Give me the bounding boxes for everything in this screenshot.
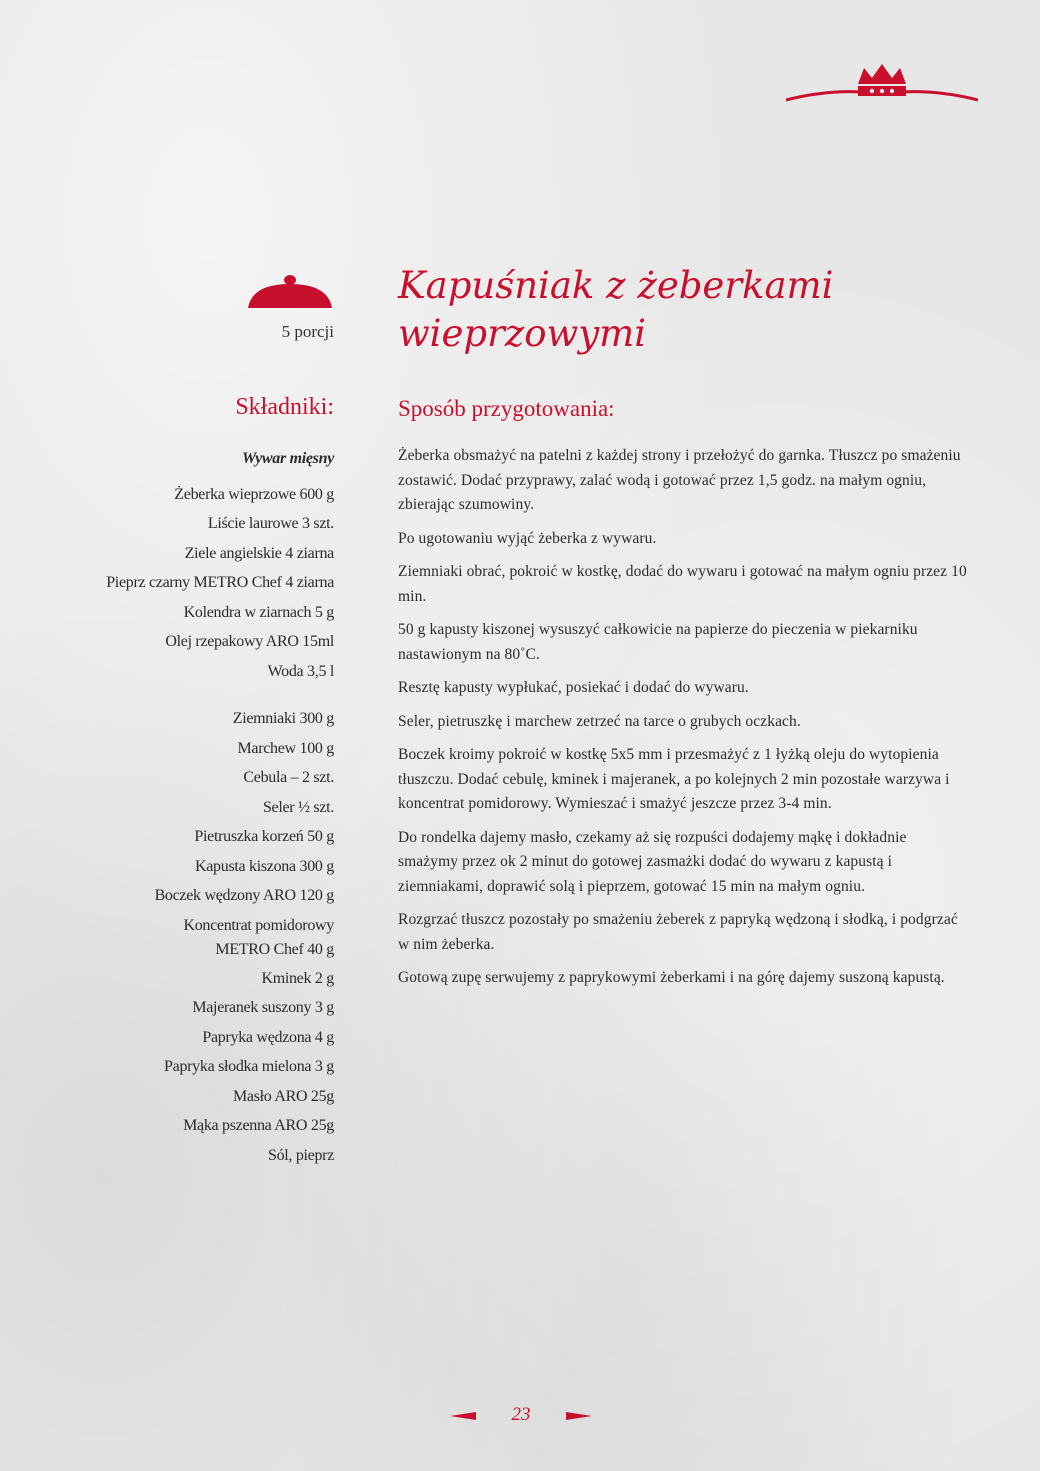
arrow-right-icon [566,1412,592,1420]
ingredient-item: Ziemniaki 300 g [232,710,334,727]
method-step: Do rondelka dajemy masło, czekamy aż się rozpuści dodajemy mąkę i dokładnie smażymy przez ok 2 minut do gotowej zasmażki dodać do wywaru z kapustą i ziemniakami, doprawić solą i pieprzem, gotować 15 min na małym ogniu. [398,828,907,895]
method-step: Żeberka obsmażyć na patelni z każdej strony i przełożyć do garnka. Tłuszcz po smażeniu zostawić. Dodać przyprawy, zalać wodą i gotować przez 1,5 godz. na małym ogniu, zbierając szumowiny. [398,447,961,513]
method-step: Resztę kapusty wypłukać, posiekać i dodać do wywaru. [398,679,749,696]
ingredient-item: Olej rzepakowy ARO 15ml [165,633,334,650]
method-step: 50 g kapusty kiszonej wysuszyć całkowicie na papierze do pieczenia w piekarniku nastawionym na 80˚C. [398,621,918,663]
method-steps [398,444,968,1000]
method-step: Rozgrzać tłuszcz pozostały po smażeniu żeberek z papryką wędzoną i słodką, i podgrzać w nim żeberka. [398,911,958,953]
ingredients-heading: Składniki: [235,394,334,420]
ingredient-item: Kolendra w ziarnach 5 g [183,603,334,621]
ingredient-line: METRO Chef 40 g [215,940,334,958]
ingredient-item: Majeranek suszony 3 g [192,999,334,1016]
page-number: 23 [511,1404,531,1425]
page-footer [450,1402,592,1432]
ingredient-item: Pietruszka korzeń 50 g [194,828,334,845]
ingredient-item: Woda 3,5 l [267,662,334,680]
ingredient-item: Kapusta kiszona 300 g [194,857,334,875]
ingredient-item: Seler ½ szt. [262,798,334,816]
ingredient-item: Pieprz czarny METRO Chef 4 ziarna [106,574,334,591]
method-heading: Sposób przygotowania: [398,396,615,421]
soup-ingredients [34,704,334,1170]
ingredient-item: Kminek 2 g [261,969,334,987]
recipe-title [398,262,958,358]
ingredient-item: Mąka pszenna ARO 25g [183,1117,334,1134]
ingredient-item [34,914,334,962]
recipe-title-line-1: Kapuśniak z żeberkami [398,264,834,307]
ingredients-list [34,444,334,1170]
ingredient-item: Papryka wędzona 4 g [202,1028,334,1046]
method-step: Po ugotowaniu wyjąć żeberka z wywaru. [398,529,657,547]
pot-lid-icon [246,274,334,314]
ingredient-item: Ziele angielskie 4 ziarna [184,544,334,562]
ingredient-item: Masło ARO 25g [233,1087,334,1105]
ingredient-item: Sól, pieprz [267,1146,334,1164]
ingredient-item: Liście laurowe 3 szt. [207,515,334,532]
group-spacer [34,686,334,704]
ingredient-item: Żeberka wieprzowe 600 g [174,485,334,503]
portions-label: 5 porcji [281,322,334,341]
ingredient-line: Koncentrat pomidorowy [183,916,334,934]
method-step: Seler, pietruszkę i marchew zetrzeć na tarce o grubych oczkach. [398,712,801,730]
ingredient-item: Boczek wędzony ARO 120 g [154,887,334,904]
method-step: Boczek kroimy pokroić w kostkę 5x5 mm i przesmażyć z 1 łyżką oleju do wytopienia tłuszczu. Dodać cebulę, kminek i majeranek, a po kolejnych 2 min pozostałe warzywa i koncentrat pomidorowy. Wymieszać i smażyć jeszcze przez 3-4 min. [398,746,950,812]
ingredient-item: Cebula – 2 szt. [243,769,334,786]
method-step: Ziemniaki obrać, pokroić w kostkę, dodać do wywaru i gotować na małym ogniu przez 10 min. [398,563,967,605]
ingredient-item: Papryka słodka mielona 3 g [164,1058,334,1075]
broth-subheading: Wywar mięsny [242,450,334,467]
crown-icon [786,62,978,106]
ingredient-item: Marchew 100 g [237,739,334,757]
broth-ingredients [34,480,334,687]
recipe-title-line-2: wieprzowymi [398,312,647,355]
method-step: Gotową zupę serwujemy z paprykowymi żeberkami i na górę dajemy suszoną kapustą. [398,969,945,986]
